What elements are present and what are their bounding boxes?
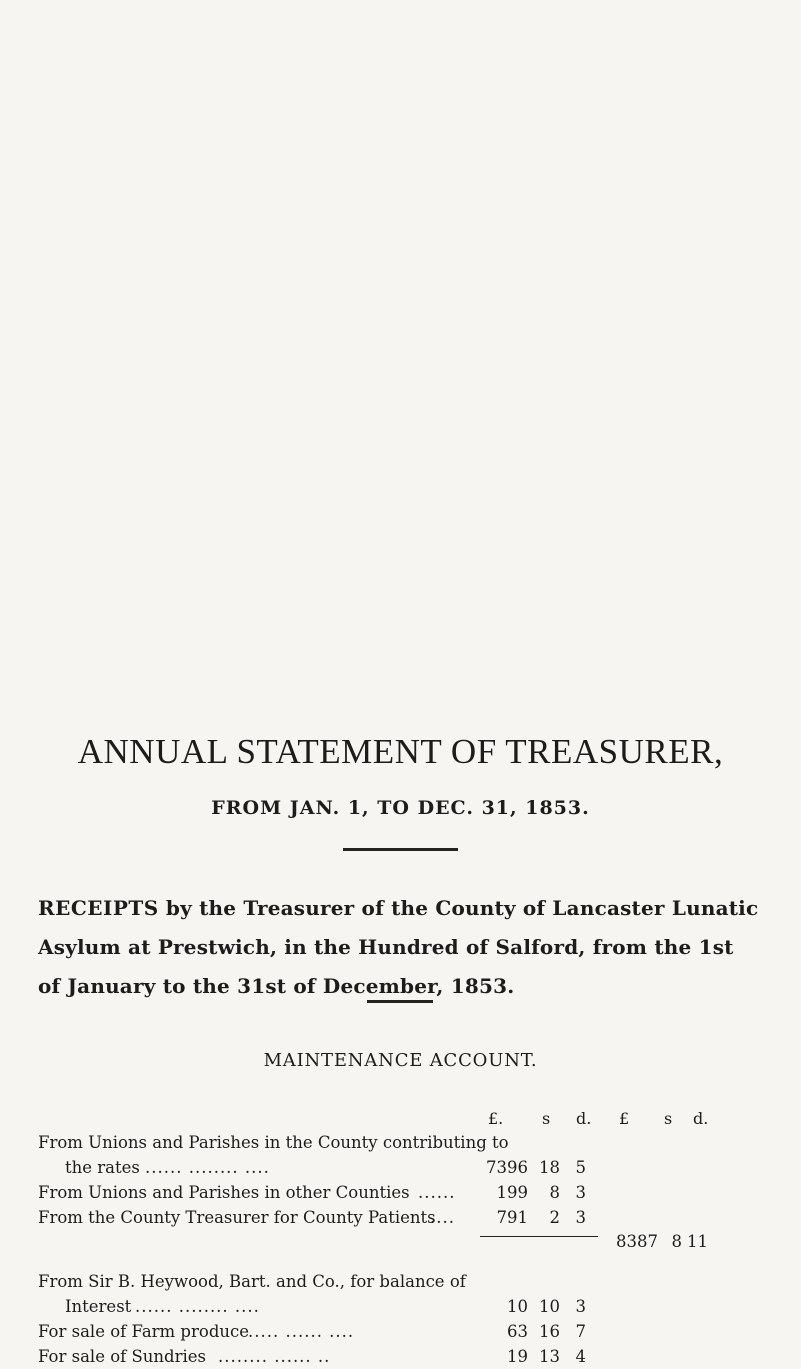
amount-shillings: 16: [539, 1322, 560, 1341]
amount-pounds: 7396: [486, 1158, 528, 1177]
subtotal-rule: [480, 1236, 598, 1237]
maintenance-heading: MAINTENANCE ACCOUNT.: [263, 1050, 538, 1071]
document-subtitle: FROM JAN. 1, TO DEC. 31, 1853.: [211, 797, 590, 819]
amount-pounds: 63: [507, 1322, 528, 1341]
amount-shillings: 18: [539, 1158, 560, 1177]
amount-pence: 4: [575, 1347, 586, 1366]
col-header-pounds: £.: [488, 1109, 504, 1128]
subtotal-pence: 11: [687, 1232, 708, 1251]
leader-dots: ......: [418, 1183, 456, 1202]
line-item-label: For sale of Sundries: [38, 1347, 207, 1366]
amount-pence: 5: [575, 1158, 586, 1177]
col-header-shillings: s: [542, 1109, 551, 1128]
amount-shillings: 13: [539, 1347, 560, 1366]
amount-shillings: 2: [549, 1208, 560, 1227]
leader-dots: ....: [430, 1208, 455, 1227]
amount-pounds: 791: [496, 1208, 528, 1227]
line-item-label: For sale of Farm produce: [38, 1322, 250, 1341]
amount-pounds: 199: [496, 1183, 528, 1202]
intro-rule: [367, 1000, 433, 1003]
intro-paragraph: [38, 889, 763, 1006]
amount-pounds: 19: [507, 1347, 528, 1366]
leader-dots: ..... ...... ....: [248, 1322, 355, 1341]
subtotal-pounds: 8387: [616, 1232, 658, 1251]
intro-lead: RECEIPTS: [38, 896, 159, 920]
col-header-pence: d.: [576, 1109, 592, 1128]
line-item-label: From the County Treasurer for County Patients: [38, 1208, 436, 1227]
line-item-label: From Sir B. Heywood, Bart. and Co., for balance of: [38, 1272, 466, 1291]
amount-pence: 3: [575, 1208, 586, 1227]
amount-pence: 7: [575, 1322, 586, 1341]
amount-pence: 3: [575, 1297, 586, 1316]
line-item-label: From Unions and Parishes in other Counties: [38, 1183, 410, 1202]
line-item-label-cont: the rates: [65, 1158, 140, 1177]
leader-dots: ...... ........ ....: [135, 1297, 260, 1316]
document-title: ANNUAL STATEMENT OF TREASURER,: [77, 732, 724, 771]
line-item-label-cont: Interest: [65, 1297, 132, 1316]
leader-dots: ........ ...... ..: [218, 1347, 331, 1366]
leader-dots: ...... ........ ....: [145, 1158, 270, 1177]
col-header-shillings-total: s: [664, 1109, 673, 1128]
line-item-label: From Unions and Parishes in the County contributing to: [38, 1133, 509, 1152]
amount-shillings: 10: [539, 1297, 560, 1316]
intro-text: by the Treasurer of the County of Lancaster Lunatic Asylum at Prestwich, in the Hundred of Salford, from the 1st of January to the 31st of December, 1853.: [38, 896, 759, 998]
amount-shillings: 8: [549, 1183, 560, 1202]
amount-pence: 3: [575, 1183, 586, 1202]
amount-pounds: 10: [507, 1297, 528, 1316]
col-header-pence-total: d.: [693, 1109, 709, 1128]
col-header-pounds-total: £: [619, 1109, 630, 1128]
title-rule: [343, 848, 458, 851]
subtotal-shillings: 8: [671, 1232, 682, 1251]
